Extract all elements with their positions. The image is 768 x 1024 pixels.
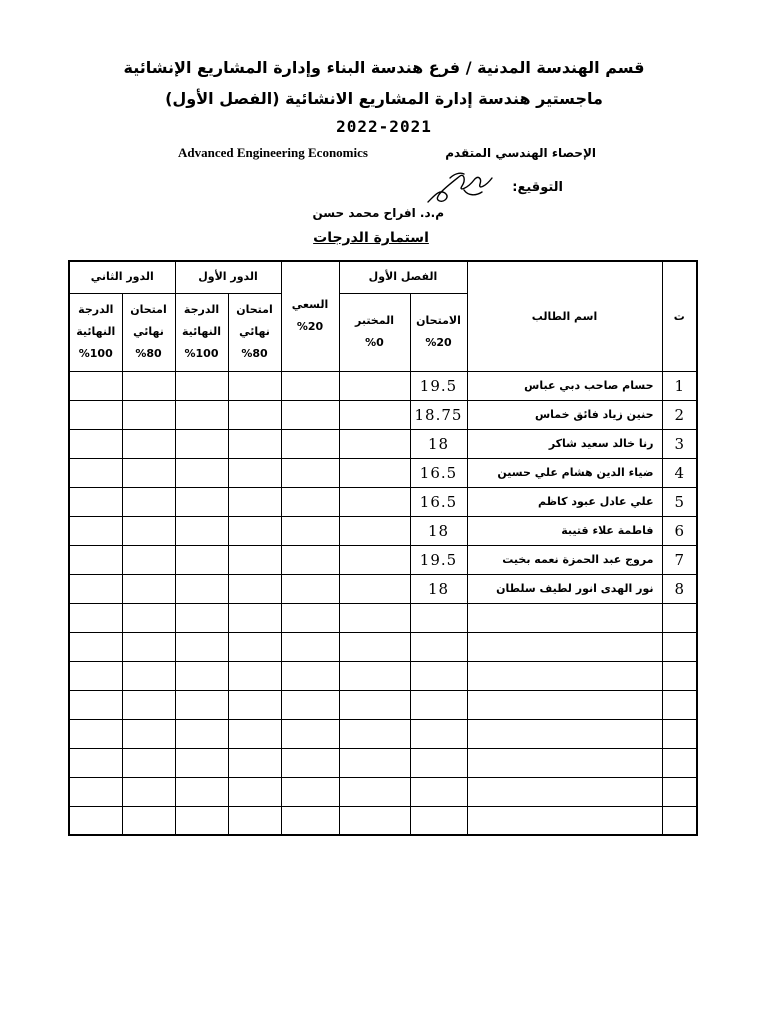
round2-final-exam-cell <box>122 400 175 429</box>
empty-cell <box>410 632 467 661</box>
round2-header: الدور الثاني <box>69 261 175 293</box>
round1-final-grade-cell <box>175 429 228 458</box>
empty-cell <box>228 690 281 719</box>
empty-cell <box>339 690 410 719</box>
serial-number-cell: 5 <box>662 487 697 516</box>
lab-header: المختبر %0 <box>339 293 410 371</box>
table-row <box>69 429 697 458</box>
table-row <box>69 806 697 835</box>
student-name-cell: مروج عبد الحمزة نعمه بخيت <box>467 545 662 574</box>
empty-cell <box>69 690 122 719</box>
exam-grade-cell: 19.5 <box>410 371 467 400</box>
empty-cell <box>339 748 410 777</box>
empty-cell <box>175 748 228 777</box>
lab-cell <box>339 429 410 458</box>
empty-cell <box>228 806 281 835</box>
round1-final-grade-header: الدرجة النهائية %100 <box>175 293 228 371</box>
table-row <box>69 719 697 748</box>
empty-cell <box>69 632 122 661</box>
student-name-cell: علي عادل عبود كاظم <box>467 487 662 516</box>
empty-cell <box>467 806 662 835</box>
round1-final-exam-cell <box>228 429 281 458</box>
round1-final-exam-cell <box>228 516 281 545</box>
empty-cell <box>175 690 228 719</box>
round2-final-exam-cell <box>122 574 175 603</box>
empty-cell <box>69 661 122 690</box>
department-title: قسم الهندسة المدنية / فرع هندسة البناء وإدارة المشاريع الإنشائية <box>123 58 645 77</box>
effort-cell <box>281 429 339 458</box>
program-title: ماجستير هندسة إدارة المشاريع الانشائية (الفصل الأول) <box>165 89 603 108</box>
exam-grade-cell: 18 <box>410 574 467 603</box>
empty-cell <box>122 719 175 748</box>
student-name-cell: ضياء الدين هشام علي حسين <box>467 458 662 487</box>
round2-final-grade-cell <box>69 516 122 545</box>
lab-cell <box>339 371 410 400</box>
empty-cell <box>175 719 228 748</box>
round1-final-exam-header: امتحان نهائي %80 <box>228 293 281 371</box>
academic-year: 2022-2021 <box>336 117 432 136</box>
effort-cell <box>281 516 339 545</box>
effort-cell <box>281 487 339 516</box>
empty-cell <box>339 632 410 661</box>
round1-final-grade-cell <box>175 400 228 429</box>
round1-final-exam-cell <box>228 545 281 574</box>
empty-cell <box>662 603 697 632</box>
course-name-arabic: الإحصاء الهندسي المتقدم <box>445 146 596 160</box>
exam-grade-cell: 18.75 <box>410 400 467 429</box>
effort-cell <box>281 574 339 603</box>
round2-final-grade-cell <box>69 429 122 458</box>
student-name-cell: حنين زياد فائق خماس <box>467 400 662 429</box>
effort-cell <box>281 458 339 487</box>
empty-cell <box>228 777 281 806</box>
round2-final-exam-cell <box>122 429 175 458</box>
empty-cell <box>175 806 228 835</box>
empty-cell <box>410 806 467 835</box>
empty-cell <box>467 777 662 806</box>
empty-cell <box>122 777 175 806</box>
table-row <box>69 748 697 777</box>
student-name-cell: فاطمة علاء قتيبة <box>467 516 662 545</box>
serial-number-cell: 8 <box>662 574 697 603</box>
round1-final-exam-cell <box>228 487 281 516</box>
table-row <box>69 458 697 487</box>
signature-scribble-icon <box>420 166 502 208</box>
empty-cell <box>662 748 697 777</box>
empty-cell <box>467 632 662 661</box>
round2-final-grade-cell <box>69 574 122 603</box>
round2-final-exam-cell <box>122 545 175 574</box>
serial-number-cell: 6 <box>662 516 697 545</box>
table-row <box>69 545 697 574</box>
signature-label: التوقيع: <box>512 180 563 195</box>
instructor-name: م.د. افراح محمد حسن <box>312 206 444 220</box>
table-row <box>69 632 697 661</box>
effort-header: السعي %20 <box>281 261 339 371</box>
table-row <box>69 516 697 545</box>
empty-cell <box>175 632 228 661</box>
empty-cell <box>281 806 339 835</box>
effort-cell <box>281 400 339 429</box>
empty-cell <box>281 690 339 719</box>
empty-cell <box>281 661 339 690</box>
empty-cell <box>122 632 175 661</box>
empty-cell <box>122 748 175 777</box>
round2-final-exam-header: امتحان نهائي %80 <box>122 293 175 371</box>
round2-final-grade-cell <box>69 400 122 429</box>
effort-cell <box>281 371 339 400</box>
round2-final-grade-cell <box>69 545 122 574</box>
empty-cell <box>228 748 281 777</box>
empty-cell <box>228 603 281 632</box>
empty-cell <box>662 777 697 806</box>
empty-cell <box>69 719 122 748</box>
first-semester-header: الفصل الأول <box>339 261 467 293</box>
round2-final-exam-cell <box>122 516 175 545</box>
table-row <box>69 690 697 719</box>
empty-cell <box>122 603 175 632</box>
empty-cell <box>410 777 467 806</box>
table-row <box>69 661 697 690</box>
empty-cell <box>122 661 175 690</box>
lab-cell <box>339 458 410 487</box>
round2-final-grade-cell <box>69 371 122 400</box>
effort-cell <box>281 545 339 574</box>
empty-cell <box>339 661 410 690</box>
empty-cell <box>410 690 467 719</box>
lab-cell <box>339 574 410 603</box>
empty-cell <box>467 661 662 690</box>
empty-cell <box>175 603 228 632</box>
empty-cell <box>281 632 339 661</box>
lab-cell <box>339 487 410 516</box>
table-row <box>69 487 697 516</box>
round1-final-grade-cell <box>175 458 228 487</box>
round2-final-grade-header: الدرجة النهائية %100 <box>69 293 122 371</box>
empty-cell <box>662 632 697 661</box>
exam-grade-cell: 16.5 <box>410 487 467 516</box>
empty-cell <box>662 661 697 690</box>
serial-number-cell: 2 <box>662 400 697 429</box>
exam-grade-cell: 18 <box>410 516 467 545</box>
round1-final-grade-cell <box>175 487 228 516</box>
lab-cell <box>339 516 410 545</box>
empty-cell <box>228 661 281 690</box>
round1-final-grade-cell <box>175 371 228 400</box>
round2-final-exam-cell <box>122 487 175 516</box>
exam-grade-cell: 19.5 <box>410 545 467 574</box>
round1-final-exam-cell <box>228 400 281 429</box>
table-row <box>69 371 697 400</box>
empty-cell <box>281 748 339 777</box>
empty-cell <box>281 719 339 748</box>
course-name-english: Advanced Engineering Economics <box>178 145 368 160</box>
serial-number-cell: 4 <box>662 458 697 487</box>
empty-cell <box>339 806 410 835</box>
empty-cell <box>228 719 281 748</box>
exam-grade-cell: 18 <box>410 429 467 458</box>
empty-cell <box>410 719 467 748</box>
table-row <box>69 574 697 603</box>
serial-number-cell: 3 <box>662 429 697 458</box>
empty-cell <box>69 603 122 632</box>
round1-final-exam-cell <box>228 574 281 603</box>
round1-final-grade-cell <box>175 574 228 603</box>
exam-grade-cell: 16.5 <box>410 458 467 487</box>
round1-final-grade-cell <box>175 516 228 545</box>
empty-cell <box>467 748 662 777</box>
empty-cell <box>228 632 281 661</box>
round2-final-grade-cell <box>69 487 122 516</box>
round2-final-exam-cell <box>122 458 175 487</box>
empty-cell <box>410 603 467 632</box>
empty-cell <box>175 777 228 806</box>
empty-cell <box>69 777 122 806</box>
empty-cell <box>662 690 697 719</box>
student-name-cell: حسام صاحب دبي عباس <box>467 371 662 400</box>
empty-cell <box>281 603 339 632</box>
exam-header: الامتحان %20 <box>410 293 467 371</box>
empty-cell <box>122 690 175 719</box>
lab-cell <box>339 545 410 574</box>
student-name-cell: نور الهدى انور لطيف سلطان <box>467 574 662 603</box>
empty-cell <box>175 661 228 690</box>
serial-number-cell: 1 <box>662 371 697 400</box>
student-name-cell: رنا خالد سعيد شاكر <box>467 429 662 458</box>
serial-number-header: ت <box>662 261 697 371</box>
round2-final-grade-cell <box>69 458 122 487</box>
lab-cell <box>339 400 410 429</box>
empty-cell <box>122 806 175 835</box>
empty-cell <box>410 748 467 777</box>
empty-cell <box>467 690 662 719</box>
empty-cell <box>339 777 410 806</box>
empty-cell <box>410 661 467 690</box>
empty-cell <box>467 719 662 748</box>
round1-final-grade-cell <box>175 545 228 574</box>
empty-cell <box>662 806 697 835</box>
table-row <box>69 603 697 632</box>
serial-number-cell: 7 <box>662 545 697 574</box>
round1-final-exam-cell <box>228 371 281 400</box>
table-row <box>69 777 697 806</box>
round1-header: الدور الأول <box>175 261 281 293</box>
grades-table <box>68 260 698 836</box>
empty-cell <box>69 806 122 835</box>
empty-cell <box>467 603 662 632</box>
form-title: استمارة الدرجات <box>313 230 429 246</box>
empty-cell <box>339 603 410 632</box>
empty-cell <box>281 777 339 806</box>
table-row <box>69 400 697 429</box>
empty-cell <box>339 719 410 748</box>
student-name-header: اسم الطالب <box>467 261 662 371</box>
empty-cell <box>662 719 697 748</box>
round2-final-exam-cell <box>122 371 175 400</box>
empty-cell <box>69 748 122 777</box>
round1-final-exam-cell <box>228 458 281 487</box>
